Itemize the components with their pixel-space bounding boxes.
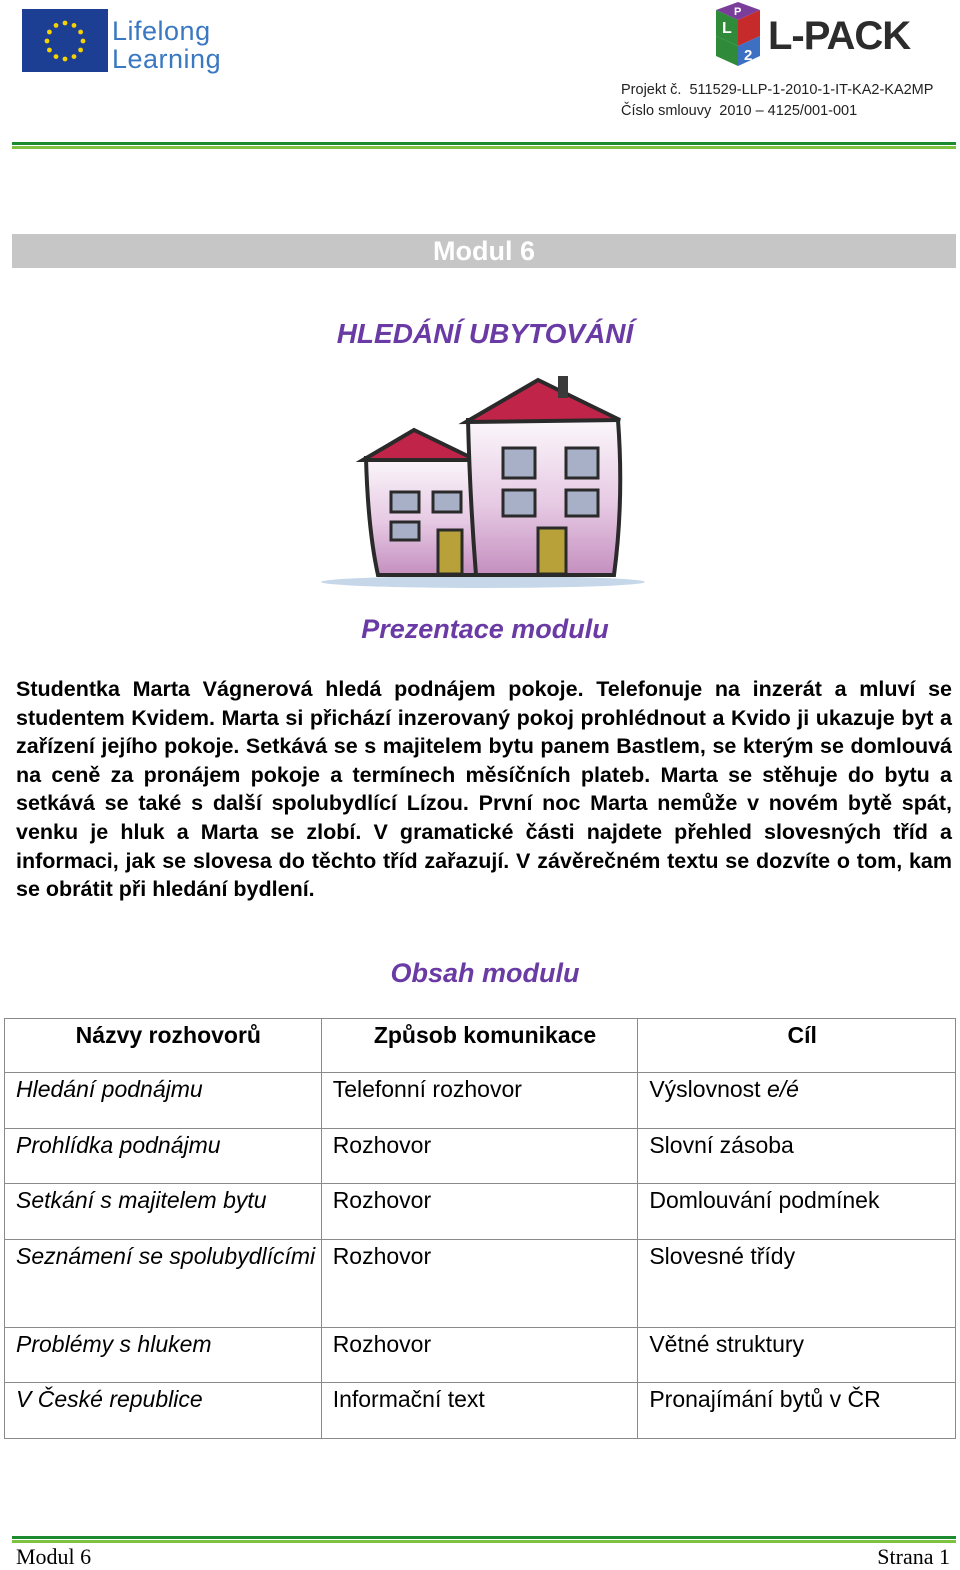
l2pack-badge-2: 2 [744, 47, 753, 64]
dialogue-name-cell: V České republice [5, 1383, 322, 1439]
footer-page-number: Strana 1 [877, 1544, 950, 1569]
footer-module: Modul 6 [16, 1544, 92, 1569]
goal-cell: Slovesné třídy [638, 1239, 956, 1327]
header-divider [12, 142, 956, 150]
l2pack-badge-l: L [722, 20, 732, 37]
table-header-row [5, 1019, 956, 1073]
column-header: Názvy rozhovorů [5, 1019, 322, 1073]
dialogue-name-cell: Problémy s hlukem [5, 1327, 322, 1383]
l2pack-cube-icon [708, 0, 772, 68]
communication-cell: Informační text [321, 1383, 638, 1439]
lifelong-learning-logo [22, 9, 222, 81]
project-info [621, 80, 933, 122]
presentation-heading: Prezentace modulu [361, 614, 609, 644]
goal-cell: Slovní zásoba [638, 1128, 956, 1184]
l2pack-logo-text: L-PACK [768, 14, 911, 58]
dialogue-name-cell: Seznámení se spolubydlícími [5, 1239, 322, 1327]
eu-flag-icon [22, 9, 108, 72]
intro-paragraph: Studentka Marta Vágnerová hledá podnájem pokoje. Telefonuje na inzerát a mluví se studentem Kvidem. Marta si přichází inzerovaný pokoj prohlédnout a Kvido ji ukazuje byt a zařízení jejího pokoje. Setkává se s majitelem bytu panem Bastlem, se kterým se domlouvá na ceně za pronájem pokoje a termínech měsíčních plateb. Marta se stěhuje do bytu a setkává se také s další spolubydlící Lízou. První noc Marta nemůže v novém bytě spát, venku je hluk a Marta se zlobí. V gramatické části najdete přehled slovesných tříd a informaci, jak se slovesa do těchto tříd zařazují. V závěrečném textu se dozvíte o tom, kam se obrátit při hledání bydlení. [16, 677, 952, 902]
l2pack-logo [708, 0, 928, 70]
goal-cell: Výslovnost e/é [638, 1073, 956, 1129]
dialogue-name-cell: Prohlídka podnájmu [5, 1128, 322, 1184]
table-row [5, 1128, 956, 1184]
communication-cell: Rozhovor [321, 1327, 638, 1383]
contents-heading: Obsah modulu [390, 958, 580, 988]
column-header: Cíl [638, 1019, 956, 1073]
communication-cell: Telefonní rozhovor [321, 1073, 638, 1129]
table-row [5, 1327, 956, 1383]
dialogue-name-cell: Hledání podnájmu [5, 1073, 322, 1129]
footer-divider [12, 1536, 956, 1544]
dialogue-name-cell: Setkání s majitelem bytu [5, 1184, 322, 1240]
house-illustration [318, 370, 648, 596]
goal-cell: Domlouvání podmínek [638, 1184, 956, 1240]
goal-cell: Pronajímání bytů v ČR [638, 1383, 956, 1439]
table-row [5, 1184, 956, 1240]
lifelong-logo-text [112, 17, 221, 73]
column-header: Způsob komunikace [321, 1019, 638, 1073]
l2pack-badge-p: P [734, 6, 742, 18]
lifelong-logo-line2: Learning [112, 44, 222, 74]
page-title: HLEDÁNÍ UBYTOVÁNÍ [336, 318, 634, 349]
table-row [5, 1239, 956, 1327]
lifelong-logo-line1: Lifelong [112, 16, 211, 46]
module-bar: Modul 6 [12, 234, 956, 268]
module-contents-table [4, 1018, 956, 1439]
communication-cell: Rozhovor [321, 1128, 638, 1184]
project-number: Projekt č. 511529-LLP-1-2010-1-IT-KA2-KA2MP [621, 82, 934, 98]
table-row [5, 1073, 956, 1129]
communication-cell: Rozhovor [321, 1184, 638, 1240]
communication-cell: Rozhovor [321, 1239, 638, 1327]
goal-cell: Větné struktury [638, 1327, 956, 1383]
contract-number: Číslo smlouvy 2010 – 4125/001-001 [621, 103, 858, 119]
table-row [5, 1383, 956, 1439]
